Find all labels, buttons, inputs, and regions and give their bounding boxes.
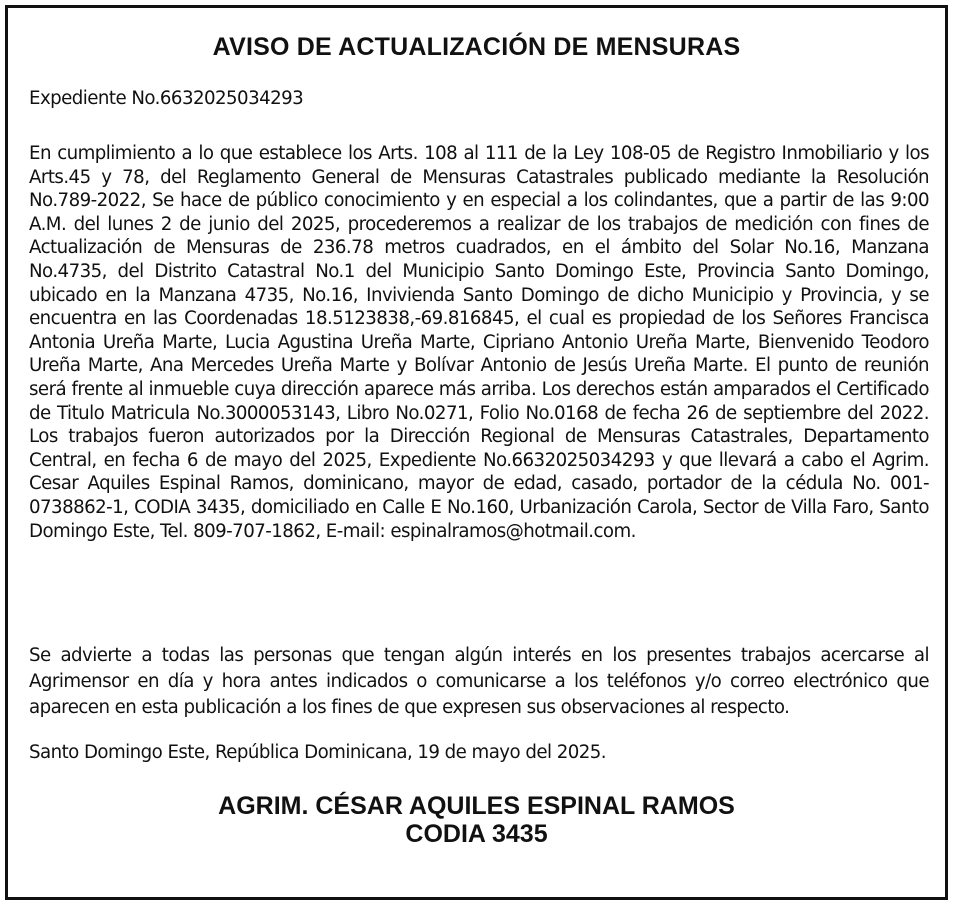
signatory-codia: CODIA 3435 bbox=[405, 820, 548, 848]
notice-body-paragraph: En cumplimiento a lo que establece los Arts. 108 al 111 de la Ley 108-05 de Registro Inmobiliario y los Arts.45 y 78, del Reglamento General de Mensuras Catastrales publicado mediante la Resolución No.789-2022, Se hace de público conocimiento y en especial a los colindantes, que a partir de las 9:00 A.M. del lunes 2 de junio del 2025, procederemos a realizar de los trabajos de medición con fines de Actualización de Mensuras de 236.78 metros cuadrados, en el ámbito del Solar No.16, Manzana No.4735, del Distrito Catastral No.1 del Municipio Santo Domingo Este, Provincia Santo Domingo, ubicado en la Manzana 4735, No.16, Invivienda Santo Domingo de dicho Municipio y Provincia, y se encuentra en las Coordenadas 18.5123838,-69.816845, el cual es propiedad de los Señores Francisca Antonia Ureña Marte, Lucia Agustina Ureña Marte, Cipriano Antonio Ureña Marte, Bienvenido Teodoro Ureña Marte, Ana Mercedes Ureña Marte y Bolívar Antonio de Jesús Ureña Marte. El punto de reunión será frente al inmueble cuya dirección aparece más arriba. Los derechos están amparados el Certificado de Titulo Matricula No.3000053143, Libro No.0271, Folio No.0168 de fecha 26 de septiembre del 2022. Los trabajos fueron autorizados por la Dirección Regional de Mensuras Catastrales, Departamento Central, en fecha 6 de mayo del 2025, Expediente No.6632025034293 y que llevará a cabo el Agrim. Cesar Aquiles Espinal Ramos, dominicano, mayor de edad, casado, portador de la cédula No. 001-0738862-1, CODIA 3435, domiciliado en Calle E No.160, Urbanización Carola, Sector de Villa Faro, Santo Domingo Este, Tel. 809-707-1862, E-mail: espinalramos@hotmail.com. bbox=[29, 143, 929, 542]
notice-frame bbox=[5, 5, 948, 900]
signature-block bbox=[8, 792, 945, 848]
place-and-date: Santo Domingo Este, República Dominicana, 19 de mayo del 2025. bbox=[29, 742, 607, 763]
notice-title: AVISO DE ACTUALIZACIÓN DE MENSURAS bbox=[212, 33, 741, 61]
expediente-number: Expediente No.6632025034293 bbox=[29, 88, 304, 109]
advisory-paragraph: Se advierte a todas las personas que tengan algún interés en los presentes trabajos acercarse al Agrimensor en día y hora antes indicados o comunicarse a los teléfonos y/o correo electrónico que aparecen en esta publicación a los fines de que expresen sus observaciones al respecto. bbox=[29, 645, 929, 718]
signatory-name: AGRIM. CÉSAR AQUILES ESPINAL RAMOS bbox=[218, 792, 735, 820]
